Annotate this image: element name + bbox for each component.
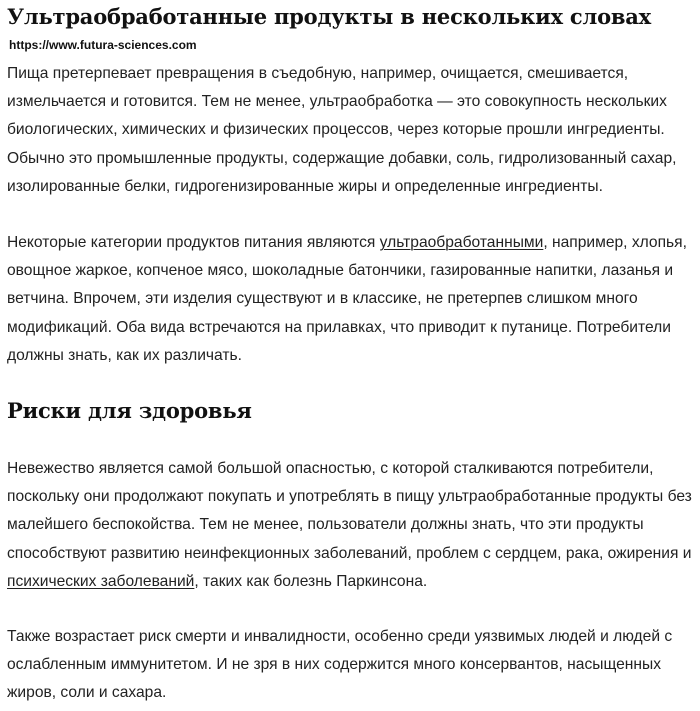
paragraph-text: Некоторые категории продуктов питания являются [7, 234, 380, 251]
paragraph-categories [7, 229, 697, 370]
section-title-health-risks: Риски для здоровья [7, 398, 252, 423]
link-mental-illness[interactable]: психических заболеваний [7, 572, 195, 590]
paragraph-text: , например, хлопья, овощное жаркое, копченое мясо, шоколадные батончики, газированные напитки, лазанья и ветчина. Впрочем, эти изделия существуют и в классике, не претерпев слишком много модификаций. Оба вида встречаются на прилавках, что приводит к путанице. Потребители должны знать, как их различать. [7, 234, 687, 364]
link-ultra-processed[interactable]: ультраобработанными [379, 234, 544, 251]
paragraph-ignorance [7, 455, 697, 596]
paragraph-text: , таких как болезнь Паркинсона. [194, 572, 428, 590]
paragraph-mortality: Также возрастает риск смерти и инвалидности, особенно среди уязвимых людей и людей с ослабленным иммунитетом. И не зря в них содержится много консервантов, насыщенных жиров, соли и сахара. [7, 628, 673, 702]
paragraph-intro: Пища претерпевает превращения в съедобную, например, очищается, смешивается, измельчается и готовится. Тем не менее, ультраобработка — это совокупность нескольких биологических, химических и физических процессов, через которые прошли ингредиенты. Обычно это промышленные продукты, содержащие добавки, соль, гидролизованный сахар, изолированные белки, гидрогенизированные жиры и определенные ингредиенты. [7, 65, 677, 195]
source-url: https://www.futura-sciences.com [9, 38, 197, 52]
paragraph-text: Невежество является самой большой опасностью, с которой сталкиваются потребители, поскольку они продолжают покупать и употреблять в пищу ультраобработанные продукты без малейшего беспокойства. Тем не менее, пользователи должны знать, что эти продукты способствуют развитию неинфекционных заболеваний, проблем с сердцем, рака, ожирения и [7, 460, 692, 562]
article-title: Ультраобработанные продукты в нескольких словах [7, 4, 651, 29]
